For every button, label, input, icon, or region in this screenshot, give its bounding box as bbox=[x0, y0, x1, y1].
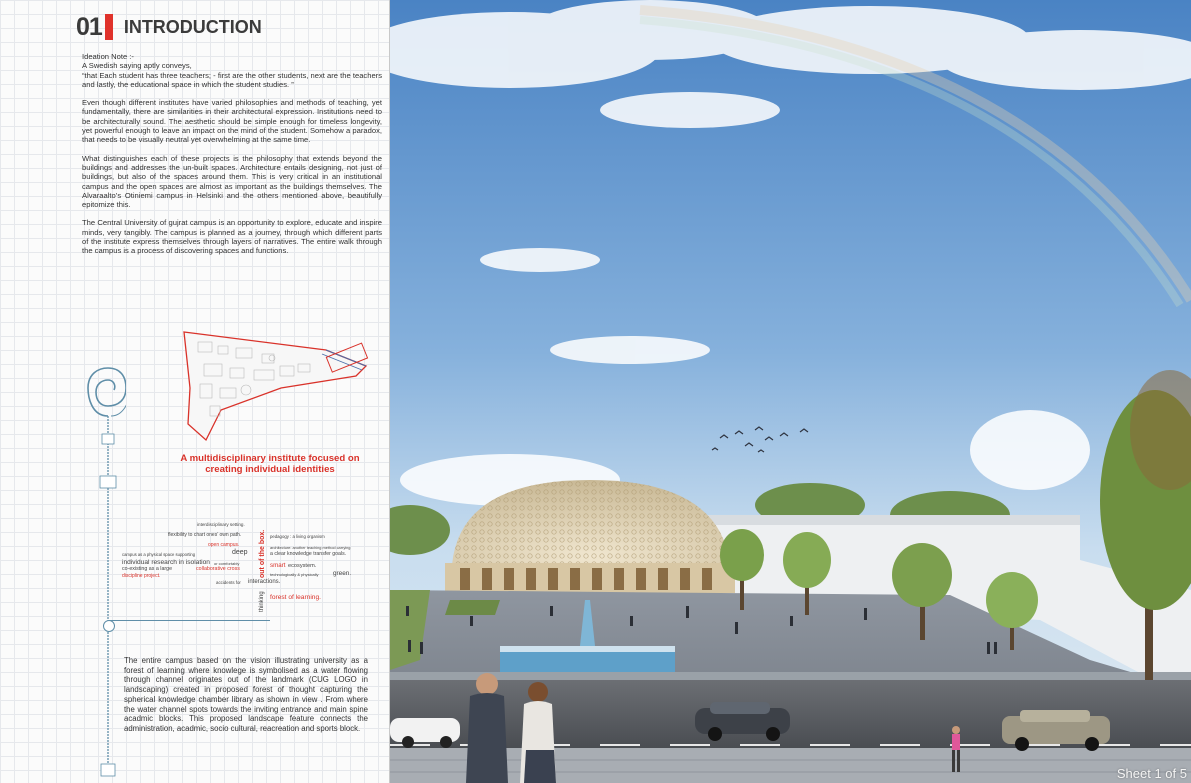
intro-text-block bbox=[82, 52, 382, 256]
water-channel-diagram bbox=[86, 366, 126, 783]
cloud-word: technologically & physically bbox=[270, 572, 319, 577]
cloud-word: ecosystem. bbox=[288, 563, 317, 569]
cloud-word: or comfortably bbox=[214, 561, 240, 566]
ideation-quote: “that Each student has three teachers; - first are the other students, next are the teachers and lastly, the educational space in which the student studies. ” bbox=[82, 70, 382, 89]
cloud-word: interactions. bbox=[248, 579, 281, 585]
cloud-word: individual research in isolation bbox=[122, 559, 210, 566]
cloud-word: pedagogy : a living organism bbox=[270, 534, 325, 539]
paragraph-2: Even though different institutes have varied philosophies and methods of teaching, yet fundamentally, there are similarities in their architectural expression. Institutions need to be architecturally sound. The aesthetic should be simple enough for timeless longevity, yet powerful enough to leave an impact on the mind of the student. Somehow a paradox, that needs to be visually neutral yet overwhelming at the same time. bbox=[82, 98, 382, 145]
cloud-word: a clear knowledge transfer goals. bbox=[270, 551, 347, 557]
section-number: 01 bbox=[76, 12, 102, 41]
campus-rendering-image bbox=[390, 0, 1191, 783]
tagline-line-2: creating individual identities bbox=[205, 464, 335, 475]
cloud-word: forest of learning. bbox=[270, 594, 321, 601]
cloud-word: collaborative cross bbox=[196, 566, 240, 572]
site-plan-drawing bbox=[176, 328, 376, 448]
cloud-word: architecture: another teaching method carrying bbox=[270, 545, 351, 550]
ideation-heading: Ideation Note :- bbox=[82, 52, 134, 61]
ideation-line: A Swedish saying aptly conveys, bbox=[82, 61, 192, 71]
cloud-word: accidents for bbox=[216, 580, 241, 585]
left-text-panel bbox=[0, 0, 389, 783]
paragraph-3: What distinguishes each of these projects is the philosophy that extends beyond the buildings and addresses the un-built spaces. Architecture entails designing, not just of buildings, but also of the spaces around them. This is very critical in an institutional campus and the open spaces are almost as important as the buildings themselves. The Alvaraalto’s Otiniemi campus in Helsinki and the others mentioned above, beautifully epitomize this. bbox=[82, 153, 382, 210]
campus-vision-paragraph: The entire campus based on the vision illustrating university as a forest of learning where knowlege is symbolised as a water flowing through channel originates out of the landmark (CUG LOGO in landscaping) created in proposed forest of thought capturing the spherical knowledge chamber library as shown in view . From where the water channel spots towards the inviting entrance and main spine acadmic blocks. This proposed landscape feature connects the administration, acadmic, socio cultural, reacreation and sports block. bbox=[124, 656, 368, 733]
cloud-word: co-existing as a large bbox=[122, 566, 173, 572]
cloud-vertical-word: out of the box. bbox=[259, 529, 266, 578]
cloud-vertical-word: thinking bbox=[259, 591, 265, 612]
channel-line bbox=[108, 620, 270, 621]
cloud-word: campus as a physical space supporting bbox=[122, 552, 196, 557]
accent-bar bbox=[105, 14, 113, 40]
section-title: INTRODUCTION bbox=[123, 16, 262, 37]
cloud-word: open campus. bbox=[208, 542, 240, 548]
cloud-word: discipline project. bbox=[122, 573, 161, 579]
tagline-line-1: A multidisciplinary institute focused on bbox=[180, 453, 360, 464]
cloud-word: interdisciplinary setting. bbox=[197, 522, 245, 527]
channel-node bbox=[103, 620, 115, 632]
sheet-number-label: Sheet 1 of 5 bbox=[1116, 766, 1187, 781]
section-heading bbox=[76, 12, 262, 42]
cloud-word: deep bbox=[232, 549, 248, 556]
tagline bbox=[170, 453, 370, 475]
cloud-word: green. bbox=[333, 570, 352, 577]
cloud-word: smart bbox=[270, 562, 286, 569]
paragraph-4: The Central University of gujrat campus is an opportunity to explore, educate and inspire minds, very tangibly. The campus is planned as a journey, through which different parts of the institute express themselves through layers of narratives. The entire walk through the campus is a process of discovering spaces and functions. bbox=[82, 218, 382, 256]
cloud-word: flexibility to chart ones’ own path. bbox=[168, 532, 242, 538]
